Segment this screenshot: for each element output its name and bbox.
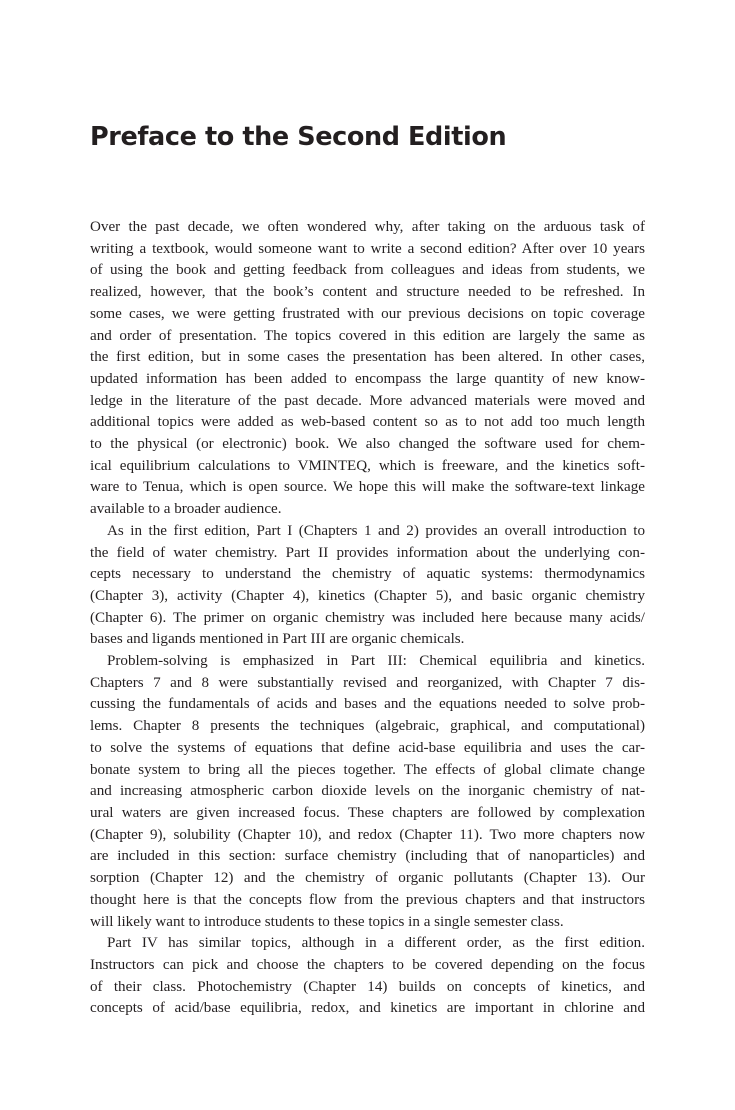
text-line: some cases, we were getting frustrated with our previous decisions on topic coverage [90,305,645,322]
text-line: the first edition, but in some cases the presentation has been altered. In other cases, [90,349,645,366]
text-line: (Chapter 6). The primer on organic chemistry was included here because many acids/ [90,609,645,626]
text-line: the field of water chemistry. Part II provides information about the underlying con- [90,544,645,561]
paragraph-4 [90,933,645,1020]
text-line: cepts necessary to understand the chemistry of aquatic systems: thermodynamics [90,566,645,583]
text-line: available to a broader audience. [90,501,282,518]
text-line: (Chapter 3), activity (Chapter 4), kinetics (Chapter 5), and basic organic chemistry [90,587,645,604]
paragraph-3 [90,651,645,933]
text-line: Instructors can pick and choose the chapters to be covered depending on the focus [90,956,645,973]
text-line: ical equilibrium calculations to VMINTEQ, which is freeware, and the kinetics soft- [90,457,645,474]
text-line: concepts of acid/base equilibria, redox, and kinetics are important in chlorine and [90,1000,645,1017]
text-line: Over the past decade, we often wondered why, after taking on the arduous task of [90,219,645,235]
text-line: cussing the fundamentals of acids and bases and the equations needed to solve prob- [90,696,645,713]
text-line: ware to Tenua, which is open source. We hope this will make the software-text linkage [90,479,645,496]
preface-body [90,217,645,1020]
text-line: As in the first edition, Part I (Chapters 1 and 2) provides an overall introduction to [107,522,645,539]
text-line: of their class. Photochemistry (Chapter 14) builds on concepts of kinetics, and [90,978,645,995]
text-line: Problem-solving is emphasized in Part III: Chemical equilibria and kinetics. [107,653,645,670]
text-line: updated information has been added to encompass the large quantity of new know- [90,370,645,387]
text-line: ledge in the literature of the past decade. More advanced materials were moved and [90,392,645,409]
text-line: ural waters are given increased focus. These chapters are followed by complexation [90,804,645,821]
text-line: writing a textbook, would someone want to write a second edition? After over 10 years [90,240,645,257]
text-line: of using the book and getting feedback from colleagues and ideas from students, we [90,262,645,279]
paragraph-2 [90,521,645,651]
text-line: (Chapter 9), solubility (Chapter 10), and redox (Chapter 11). Two more chapters now [90,826,645,843]
text-line: additional topics were added as web-based content so as to not add too much length [90,414,645,431]
text-line: Part IV has similar topics, although in a different order, as the first edition. [107,935,645,952]
text-line: bonate system to bring all the pieces together. The effects of global climate change [90,761,645,778]
text-line: are included in this section: surface chemistry (including that of nanoparticles) and [90,848,645,865]
text-line: realized, however, that the book’s content and structure needed to be refreshed. In [90,284,645,301]
text-line: will likely want to introduce students to these topics in a single semester class. [90,913,564,930]
paragraph-1 [90,217,645,521]
text-line: bases and ligands mentioned in Part III are organic chemicals. [90,631,465,648]
page-title: Preface to the Second Edition [90,122,507,152]
text-line: and increasing atmospheric carbon dioxide levels on the inorganic chemistry of nat- [90,783,645,800]
text-line: lems. Chapter 8 presents the techniques (algebraic, graphical, and computational) [90,718,645,735]
text-line: to solve the systems of equations that define acid-base equilibria and uses the car- [90,739,645,756]
text-line: sorption (Chapter 12) and the chemistry of organic pollutants (Chapter 13). Our [90,870,645,887]
text-line: and order of presentation. The topics covered in this edition are largely the same as [90,327,645,344]
text-line: to the physical (or electronic) book. We also changed the software used for chem- [90,436,645,453]
text-line: Chapters 7 and 8 were substantially revised and reorganized, with Chapter 7 dis- [90,674,645,691]
text-line: thought here is that the concepts flow from the previous chapters and that instructors [90,891,645,908]
